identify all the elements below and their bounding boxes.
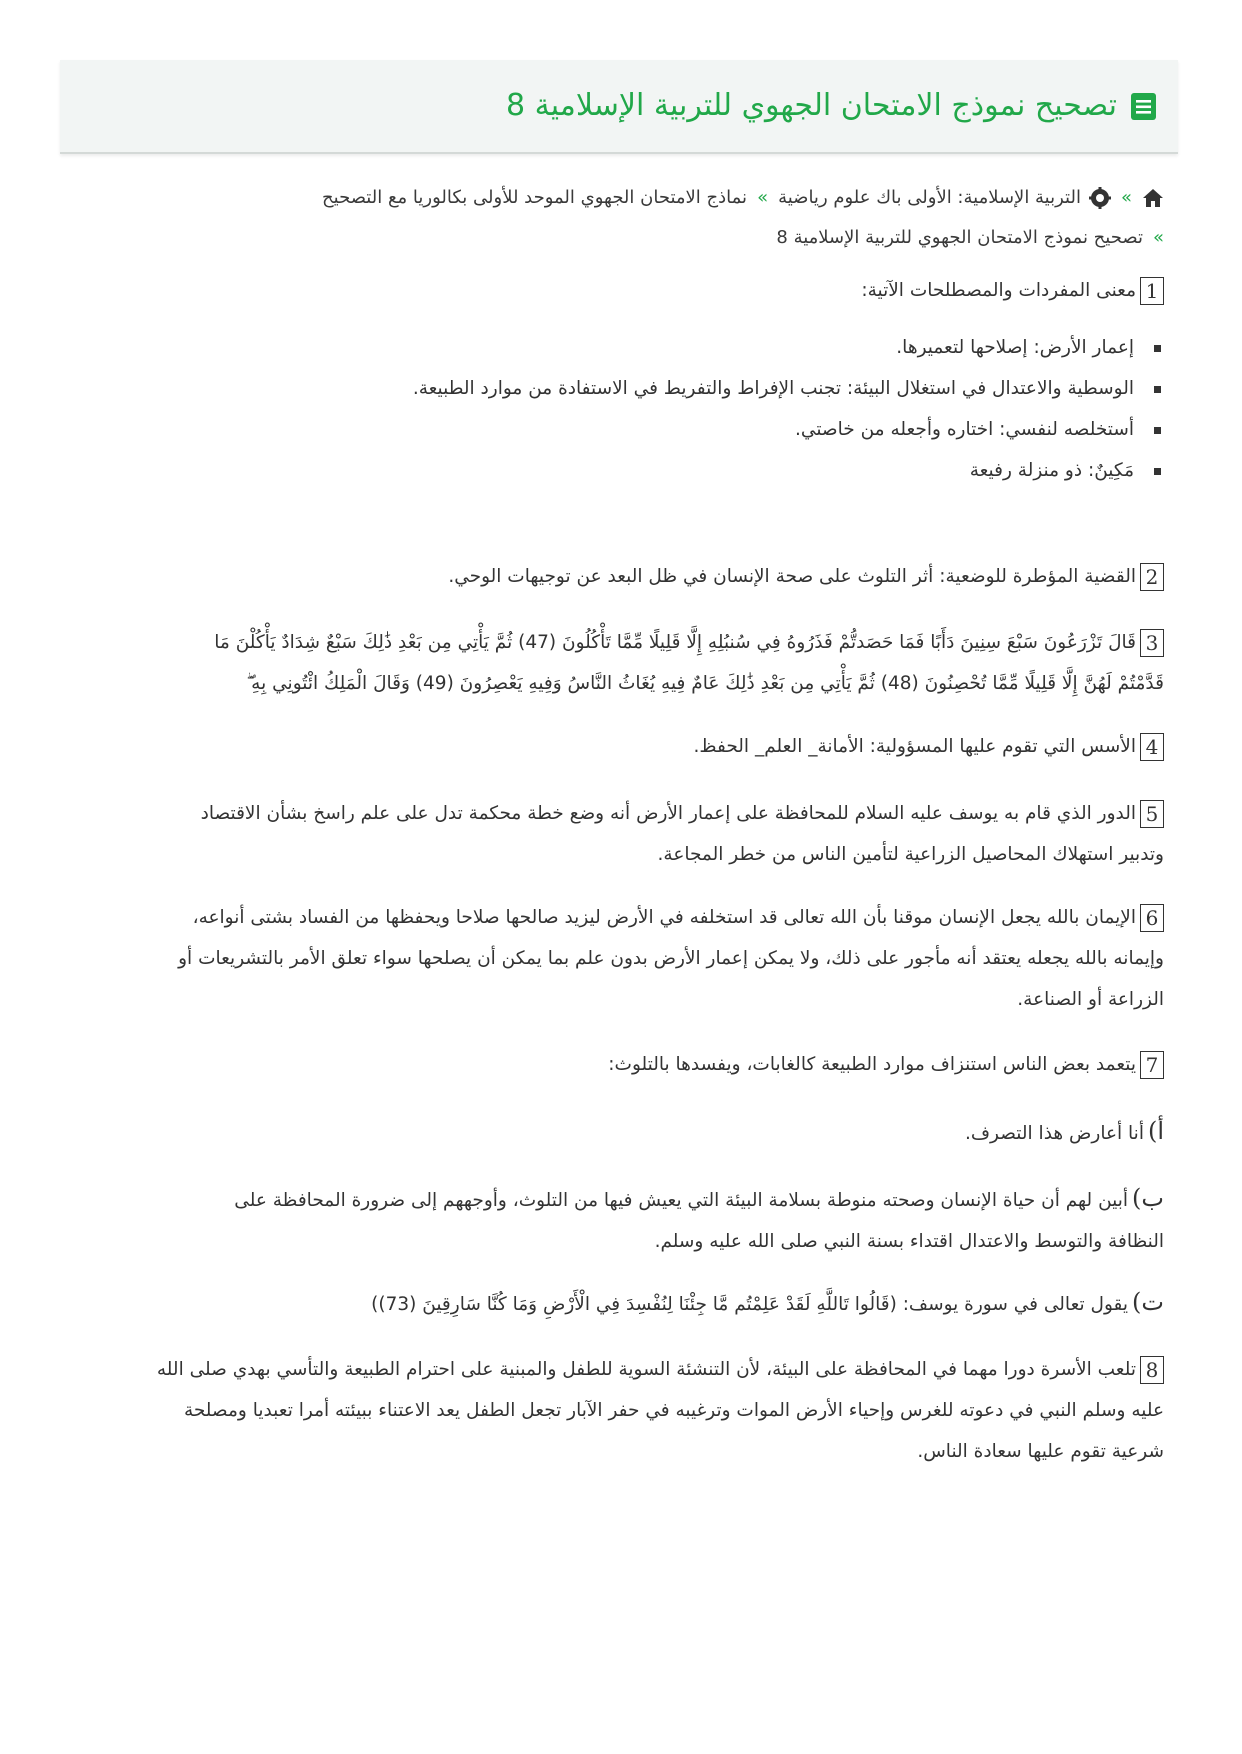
breadcrumb-separator: »	[1152, 227, 1164, 248]
section-2	[84, 556, 1164, 597]
answer-text: عليه وسلم النبي في دعوته للغرس وإحياء الأرض الموات وترغيبه في حفر الآبار تجعل الطفل يعد الاعتناء ببيئته أمرا تعبديا ومصلحة	[183, 1400, 1164, 1421]
breadcrumb-separator: »	[757, 187, 769, 208]
answer-text: قَدَّمْتُمْ لَهُنَّ إِلَّا قَلِيلًا مِّمَّا تُحْصِنُونَ (48) ثُمَّ يَأْتِي مِن بَعْدِ ذَٰلِكَ عَامٌ فِيهِ يُغَاثُ النَّاسُ وَفِيهِ يَعْصِرُونَ (49) وَقَالَ الْمَلِكُ ائْتُونِي بِهِ ۖ	[246, 673, 1164, 694]
section-1	[84, 270, 1164, 311]
answer-text: القضية المؤطرة للوضعية: أثر التلوث على صحة الإنسان في ظل البعد عن توجيهات الوحي.	[448, 566, 1136, 587]
document-icon	[1131, 93, 1156, 120]
page-title: تصحيح نموذج الامتحان الجهوي للتربية الإسلامية 8	[506, 88, 1117, 123]
question-number: 4	[1140, 733, 1164, 761]
list-item: مَكِينٌ: ذو منزلة رفيعة	[84, 450, 1164, 491]
answer-text: الإيمان بالله يجعل الإنسان موقنا بأن الله تعالى قد استخلفه في الأرض ليزيد صالحها صلاحا ويحفظها من الفساد بشتى أنواعه،	[192, 907, 1136, 928]
answer-text: وإيمانه بالله يجعله يعتقد أنه مأجور على ذلك، ولا يمكن إعمار الأرض بدون علم بما يمكن أن يصلحها سواء تعلق الأمر بالتشريعات أو	[178, 948, 1164, 969]
question-number: 3	[1140, 629, 1164, 657]
answer-text: شرعية تقوم عليها سعادة الناس.	[917, 1441, 1164, 1462]
question-number: 7	[1140, 1051, 1164, 1079]
list-item: الوسطية والاعتدال في استغلال البيئة: تجنب الإفراط والتفريط في الاستفادة من موارد الطبيعة.	[84, 368, 1164, 409]
answer-text: يتعمد بعض الناس استنزاف موارد الطبيعة كالغابات، ويفسدها بالتلوث:	[608, 1054, 1136, 1075]
sub-label: ت)	[1132, 1288, 1164, 1316]
answer-text: الزراعة أو الصناعة.	[1017, 989, 1164, 1010]
breadcrumb-current: تصحيح نموذج الامتحان الجهوي للتربية الإسلامية 8	[776, 227, 1143, 248]
section-7	[84, 1044, 1164, 1085]
section-title: معنى المفردات والمصطلحات الآتية:	[861, 280, 1136, 301]
terms-list	[84, 327, 1164, 491]
terms-list-container	[84, 327, 1164, 491]
answer-text: يقول تعالى في سورة يوسف: (قَالُوا تَاللَّهِ لَقَدْ عَلِمْتُم مَّا جِئْنَا لِنُفْسِدَ فِي الْأَرْضِ وَمَا كُنَّا سَارِقِينَ (73))	[371, 1294, 1129, 1315]
question-number: 8	[1140, 1356, 1164, 1384]
breadcrumb	[154, 178, 1164, 258]
answer-text: قَالَ تَزْرَعُونَ سَبْعَ سِنِينَ دَأَبًا فَمَا حَصَدتُّمْ فَذَرُوهُ فِي سُنبُلِهِ إِلَّا قَلِيلًا مِّمَّا تَأْكُلُونَ (47) ثُمَّ يَأْتِي مِن بَعْدِ ذَٰلِكَ سَبْعٌ شِدَادٌ يَأْكُلْنَ مَا	[214, 632, 1136, 653]
list-item: أستخلصه لنفسي: اختاره وأجعله من خاصتي.	[84, 409, 1164, 450]
answer-text: أنا أعارض هذا التصرف.	[965, 1123, 1144, 1144]
list-item: إعمار الأرض: إصلاحها لتعميرها.	[84, 327, 1164, 368]
question-number: 6	[1140, 904, 1164, 932]
section-4	[84, 726, 1164, 767]
question-number: 5	[1140, 800, 1164, 828]
section-3	[84, 622, 1164, 704]
answer-text: تلعب الأسرة دورا مهما في المحافظة على البيئة، لأن التنشئة السوية للطفل والمبنية على احترام الطبيعة والتأسي بهدي صلى الله	[156, 1359, 1136, 1380]
answer-text: النظافة والتوسط والاعتدال اقتداء بسنة النبي صلى الله عليه وسلم.	[654, 1231, 1164, 1252]
question-number: 2	[1140, 563, 1164, 591]
answer-text: الدور الذي قام به يوسف عليه السلام للمحافظة على إعمار الأرض أنه وضع خطة محكمة تدل على علم راسخ بشأن الاقتصاد	[200, 803, 1136, 824]
answer-text: الأسس التي تقوم عليها المسؤولية: الأمانة_ العلم_ الحفظ.	[693, 736, 1136, 757]
breadcrumb-link-exams[interactable]: نماذج الامتحان الجهوي الموحد للأولى بكالوريا مع التصحيح	[322, 187, 748, 208]
section-7-a	[84, 1111, 1164, 1154]
home-icon[interactable]	[1142, 187, 1164, 209]
question-number: 1	[1140, 277, 1164, 305]
sub-label: أ)	[1147, 1117, 1164, 1145]
section-7-t	[84, 1282, 1164, 1325]
gear-icon	[1089, 187, 1111, 209]
breadcrumb-separator: »	[1120, 187, 1132, 208]
section-8	[84, 1349, 1164, 1472]
section-6	[84, 897, 1164, 1020]
answer-text: أبين لهم أن حياة الإنسان وصحته منوطة بسلامة البيئة التي يعيش فيها من التلوث، وأوجههم إلى ضرورة المحافظة على	[234, 1190, 1129, 1211]
section-5	[84, 793, 1164, 875]
answer-text: وتدبير استهلاك المحاصيل الزراعية لتأمين الناس من خطر المجاعة.	[657, 844, 1164, 865]
sub-label: ب)	[1132, 1184, 1164, 1212]
page-header	[60, 60, 1178, 154]
breadcrumb-link-course[interactable]: التربية الإسلامية: الأولى باك علوم رياضية	[778, 187, 1081, 208]
section-7-b	[84, 1178, 1164, 1262]
